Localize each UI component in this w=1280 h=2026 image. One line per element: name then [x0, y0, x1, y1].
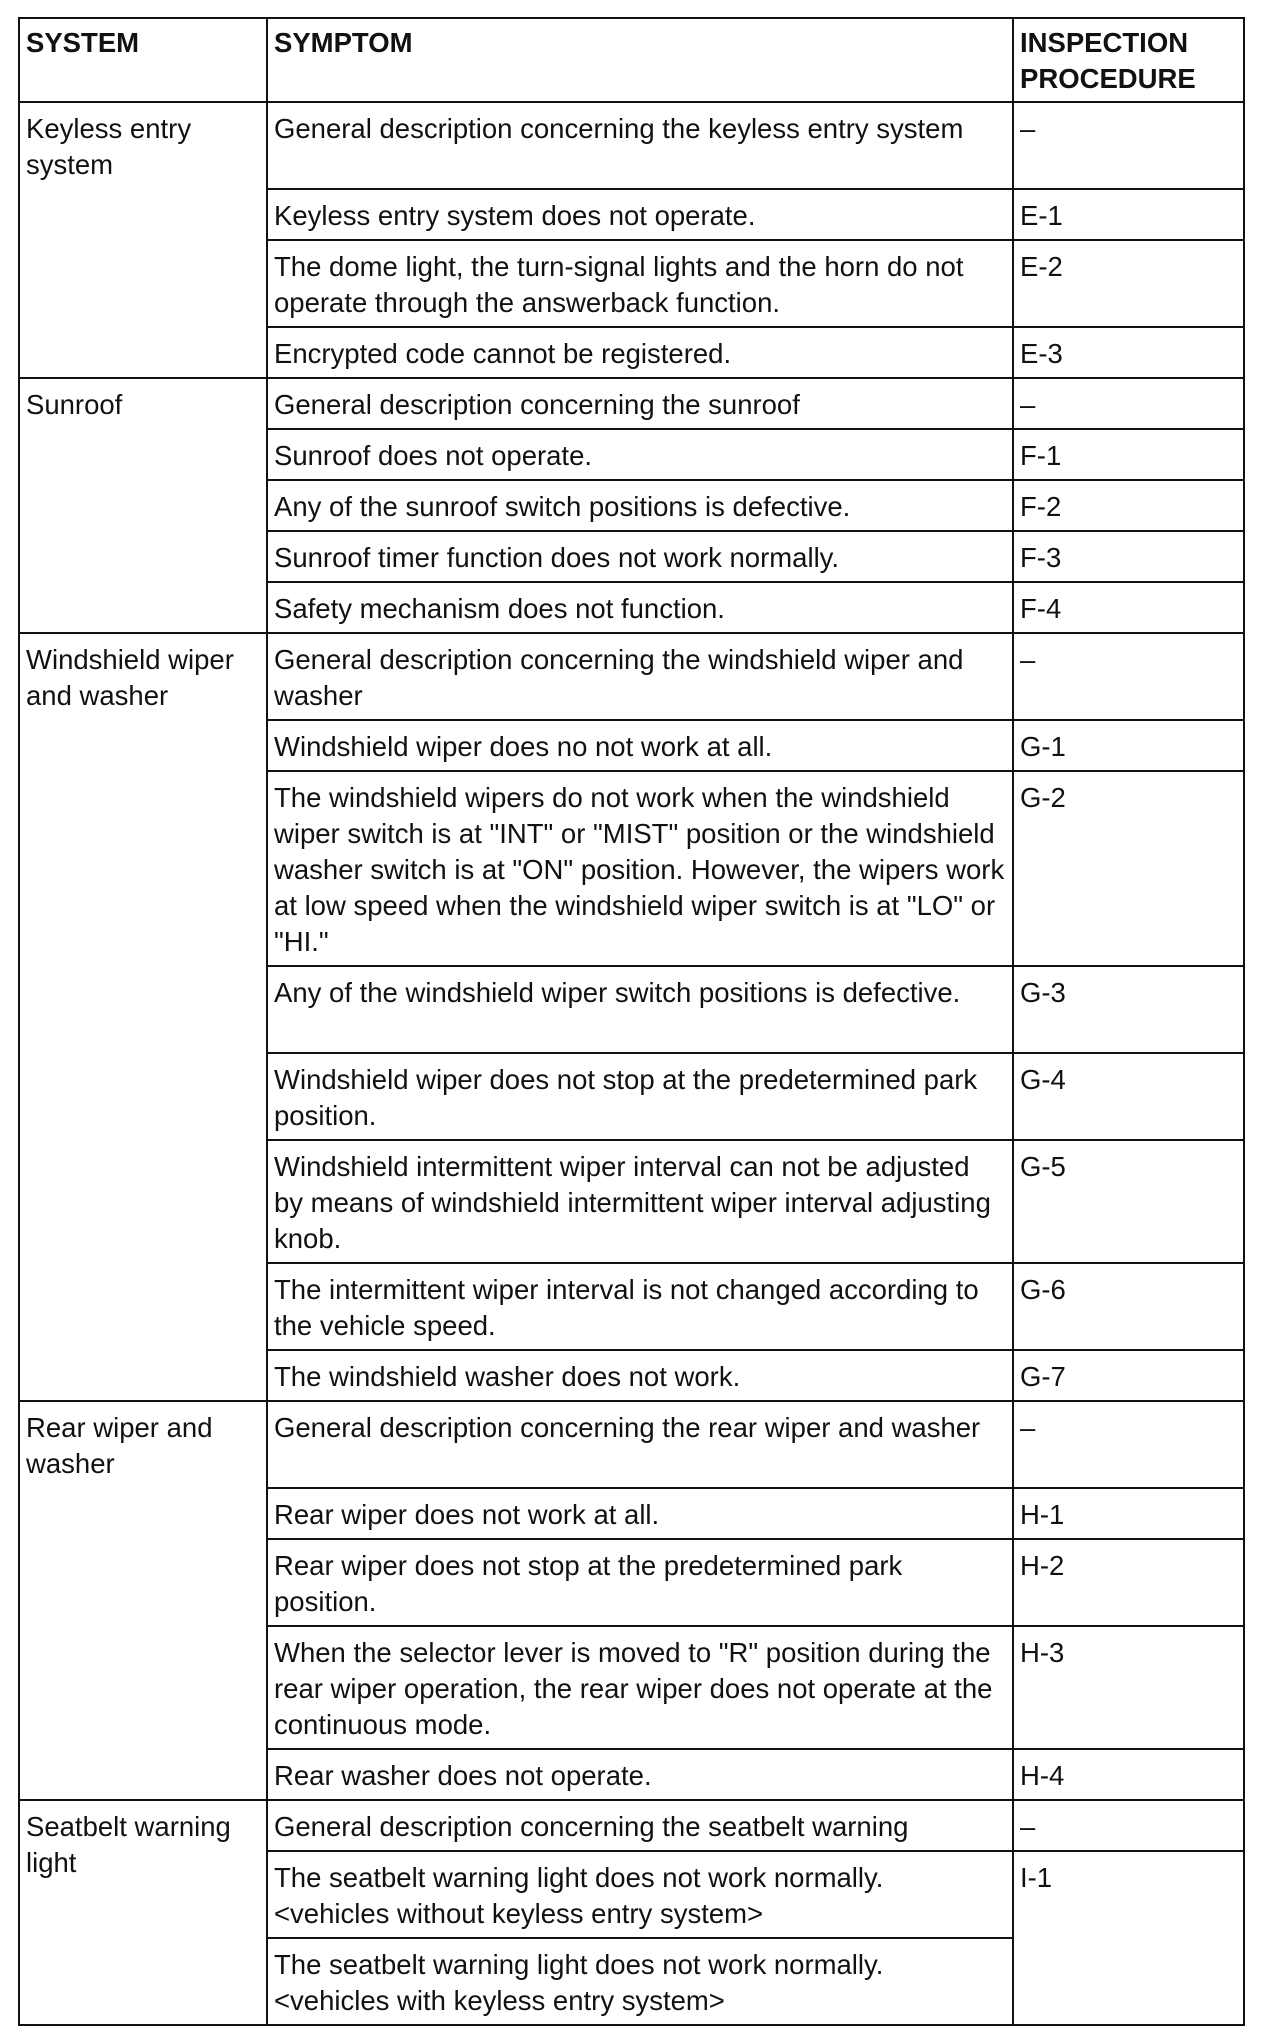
procedure-cell: F-2	[1013, 480, 1244, 531]
table-row	[19, 378, 1244, 429]
procedure-cell: G-3	[1013, 966, 1244, 1053]
table-row	[19, 633, 1244, 720]
symptom-cell: The seatbelt warning light does not work normally. <vehicles without keyless entry system>	[267, 1851, 1013, 1938]
procedure-cell: E-3	[1013, 327, 1244, 378]
symptom-cell: The dome light, the turn-signal lights and the horn do not operate through the answerback function.	[267, 240, 1013, 327]
symptom-cell: Sunroof does not operate.	[267, 429, 1013, 480]
procedure-cell: I-1	[1013, 1851, 1244, 2025]
table-header-row	[19, 18, 1244, 102]
symptom-cell: The intermittent wiper interval is not changed according to the vehicle speed.	[267, 1263, 1013, 1350]
symptom-cell: Windshield wiper does not stop at the predetermined park position.	[267, 1053, 1013, 1140]
procedure-cell: G-1	[1013, 720, 1244, 771]
system-cell: Seatbelt warning light	[19, 1800, 267, 2025]
system-cell: Sunroof	[19, 378, 267, 633]
symptom-cell: General description concerning the windshield wiper and washer	[267, 633, 1013, 720]
symptom-cell: Any of the sunroof switch positions is defective.	[267, 480, 1013, 531]
symptom-cell: Encrypted code cannot be registered.	[267, 327, 1013, 378]
procedure-cell: G-6	[1013, 1263, 1244, 1350]
system-cell: Windshield wiper and washer	[19, 633, 267, 1401]
header-symptom: SYMPTOM	[267, 18, 1013, 102]
header-inspection-procedure: INSPECTION PROCEDURE	[1013, 18, 1244, 102]
symptom-cell: When the selector lever is moved to "R" position during the rear wiper operation, the rear wiper does not operate at the continuous mode.	[267, 1626, 1013, 1749]
procedure-cell: –	[1013, 1401, 1244, 1488]
procedure-cell: –	[1013, 102, 1244, 189]
procedure-cell: G-7	[1013, 1350, 1244, 1401]
procedure-cell: F-1	[1013, 429, 1244, 480]
procedure-cell: E-1	[1013, 189, 1244, 240]
procedure-cell: –	[1013, 1800, 1244, 1851]
symptom-cell: The seatbelt warning light does not work normally. <vehicles with keyless entry system>	[267, 1938, 1013, 2025]
procedure-cell: F-4	[1013, 582, 1244, 633]
symptom-cell: Keyless entry system does not operate.	[267, 189, 1013, 240]
symptom-cell: The windshield washer does not work.	[267, 1350, 1013, 1401]
symptom-cell: Windshield intermittent wiper interval can not be adjusted by means of windshield intermittent wiper interval adjusting knob.	[267, 1140, 1013, 1263]
procedure-cell: F-3	[1013, 531, 1244, 582]
table-row	[19, 102, 1244, 189]
procedure-cell: G-4	[1013, 1053, 1244, 1140]
header-system: SYSTEM	[19, 18, 267, 102]
symptom-cell: General description concerning the sunroof	[267, 378, 1013, 429]
procedure-cell: G-5	[1013, 1140, 1244, 1263]
procedure-cell: –	[1013, 633, 1244, 720]
procedure-cell: E-2	[1013, 240, 1244, 327]
symptom-cell: Sunroof timer function does not work normally.	[267, 531, 1013, 582]
symptom-cell: The windshield wipers do not work when the windshield wiper switch is at "INT" or "MIST" position or the windshield washer switch is at "ON" position. However, the wipers work at low speed when the windshield wiper switch is at "LO" or "HI."	[267, 771, 1013, 966]
symptom-cell: General description concerning the seatbelt warning	[267, 1800, 1013, 1851]
symptom-cell: Rear wiper does not stop at the predetermined park position.	[267, 1539, 1013, 1626]
symptom-cell: General description concerning the rear wiper and washer	[267, 1401, 1013, 1488]
table-row	[19, 1800, 1244, 1851]
symptom-cell: General description concerning the keyless entry system	[267, 102, 1013, 189]
procedure-cell: H-2	[1013, 1539, 1244, 1626]
symptom-cell: Safety mechanism does not function.	[267, 582, 1013, 633]
system-cell: Keyless entry system	[19, 102, 267, 378]
system-cell: Rear wiper and washer	[19, 1401, 267, 1800]
symptom-cell: Windshield wiper does no not work at all.	[267, 720, 1013, 771]
procedure-cell: G-2	[1013, 771, 1244, 966]
symptom-cell: Rear wiper does not work at all.	[267, 1488, 1013, 1539]
table-row	[19, 1401, 1244, 1488]
symptom-cell: Any of the windshield wiper switch positions is defective.	[267, 966, 1013, 1053]
symptom-cell: Rear washer does not operate.	[267, 1749, 1013, 1800]
procedure-cell: H-3	[1013, 1626, 1244, 1749]
procedure-cell: –	[1013, 378, 1244, 429]
procedure-cell: H-4	[1013, 1749, 1244, 1800]
inspection-table	[18, 17, 1245, 2026]
procedure-cell: H-1	[1013, 1488, 1244, 1539]
